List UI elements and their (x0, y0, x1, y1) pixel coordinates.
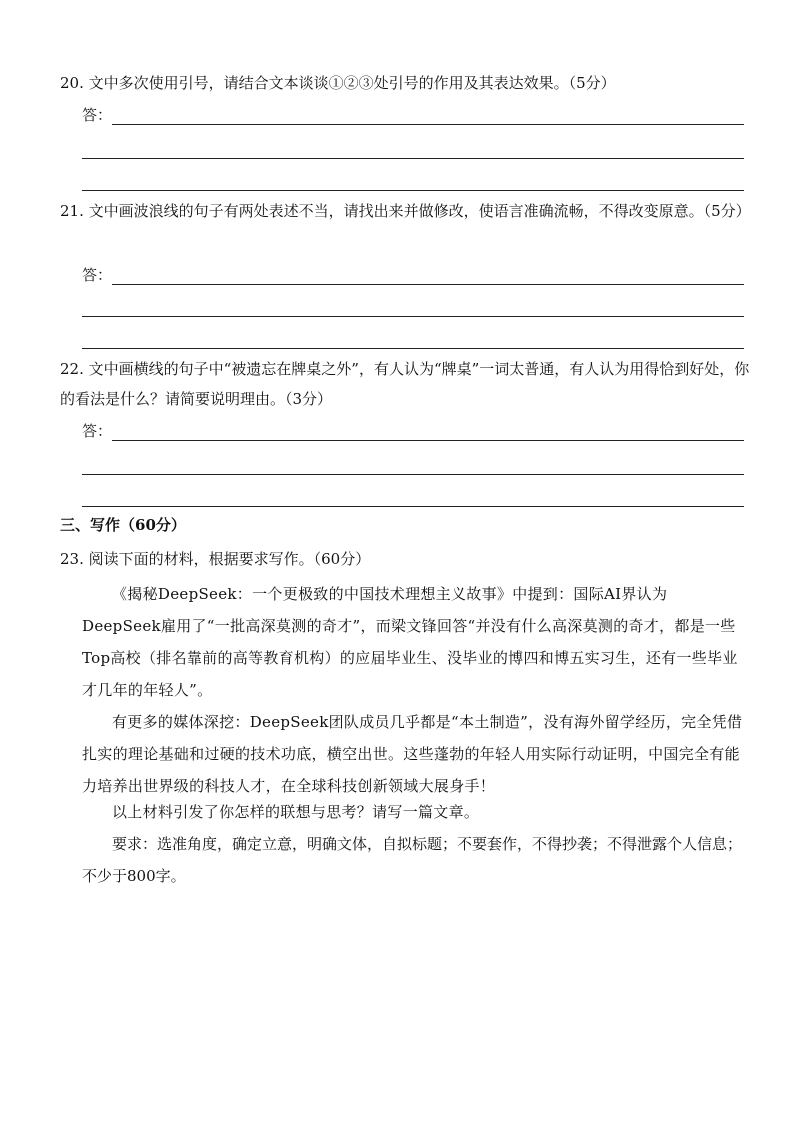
answer-line-21-2[interactable] (82, 296, 744, 317)
material-paragraph-2: 有更多的媒体深挖：DeepSeek团队成员几乎都是“本土制造”，没有海外留学经历，完全凭借扎实的理论基础和过硬的技术功底，横空出世。这些蓬勃的年轻人用实际行动证明，中国完全有能力培养出世界级的科技人才，在全球科技创新领域大展身手！ (82, 713, 743, 795)
question-23: 23. 阅读下面的材料，根据要求写作。（60分） (60, 550, 371, 568)
answer-label-20: 答： (82, 106, 113, 124)
answer-line-20-1[interactable] (112, 104, 744, 125)
answer-label-21: 答： (82, 266, 113, 284)
answer-line-22-2[interactable] (82, 454, 744, 475)
answer-line-21-3[interactable] (82, 328, 744, 349)
question-20: 20. 文中多次使用引号，请结合文本谈谈①②③处引号的作用及其表达效果。（5分） (60, 74, 616, 92)
question-22: 22. 文中画横线的句子中“被遗忘在牌桌之外”，有人认为“牌桌”一词太普通，有人认为用得恰到好处，你的看法是什么？请简要说明理由。（3分） (60, 360, 750, 408)
answer-line-22-3[interactable] (82, 486, 744, 507)
answer-line-20-2[interactable] (82, 138, 744, 159)
answer-line-20-3[interactable] (82, 170, 744, 191)
material-paragraph-1: 《揭秘DeepSeek：一个更极致的中国技术理想主义故事》中提到：国际AI界认为DeepSeek雇用了“一批高深莫测的奇才”，而梁文锋回答“并没有什么高深莫测的奇才，都是一些Top高校（排名靠前的高等教育机构）的应届毕业生、没毕业的博四和博五实习生，还有一些毕业才几年的年轻人”。 (82, 585, 738, 699)
answer-line-22-1[interactable] (112, 420, 744, 441)
writing-prompt: 以上材料引发了你怎样的联想与思考？请写一篇文章。 (112, 803, 480, 821)
question-21: 21. 文中画波浪线的句子有两处表述不当，请找出来并做修改，使语言准确流畅，不得改变原意。（5分） (60, 202, 751, 220)
writing-requirements: 要求：选准角度，确定立意，明确文体，自拟标题；不要套作，不得抄袭；不得泄露个人信息；不少于800字。 (82, 835, 743, 885)
answer-label-22: 答： (82, 422, 113, 440)
section-writing-title: 三、写作（60分） (60, 516, 186, 534)
answer-line-21-1[interactable] (112, 264, 744, 285)
